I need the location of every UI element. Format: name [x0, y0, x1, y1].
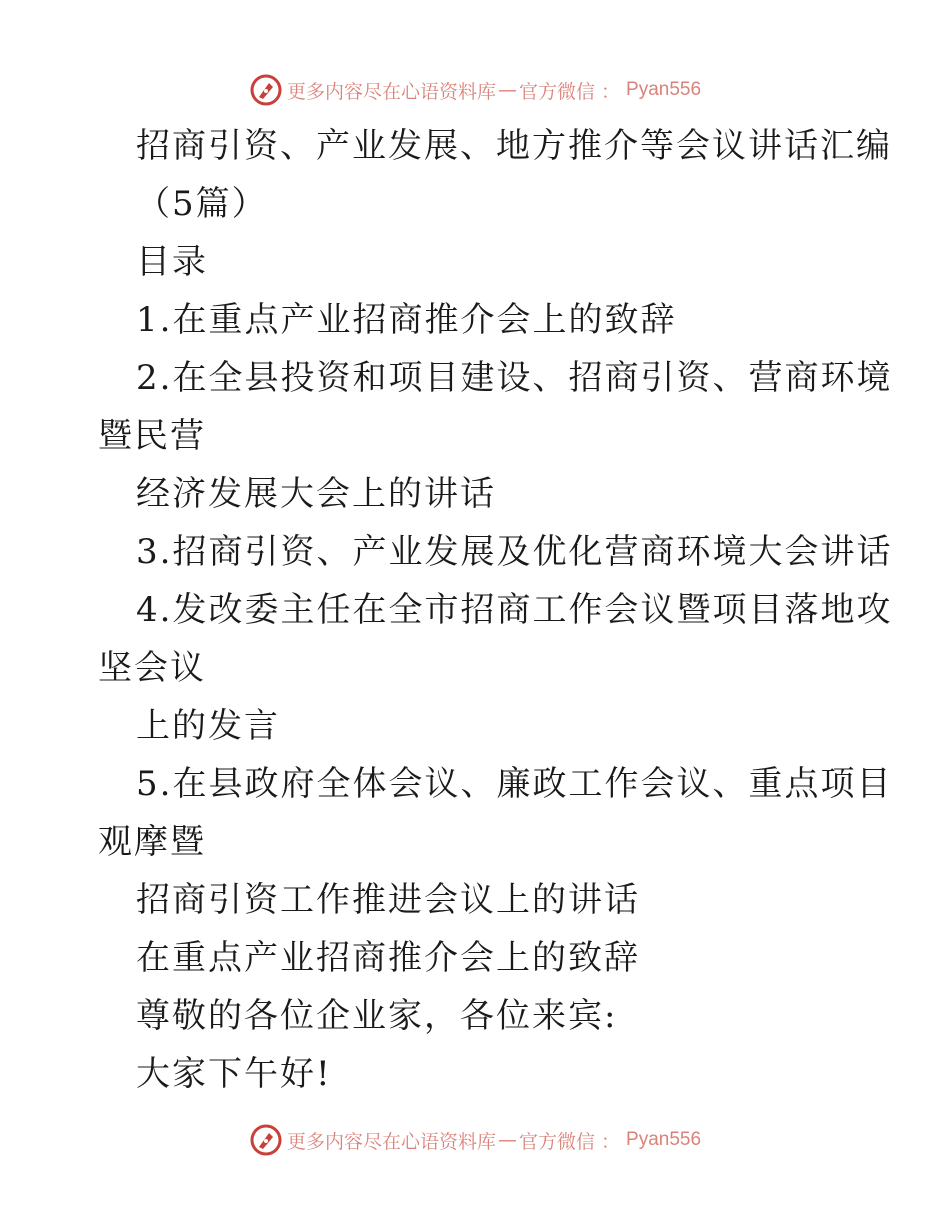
toc-item-2-continued: 经济发展大会上的讲话 — [136, 474, 496, 514]
toc-item-5: 5.在县政府全体会议、廉政工作会议、重点项目 — [136, 764, 893, 804]
banner-dash: — — [497, 1129, 517, 1151]
toc-item-2: 2.在全县投资和项目建设、招商引资、营商环境 — [136, 358, 893, 398]
banner-promo-text: 更多内容尽在心语资料库 — [286, 1130, 496, 1153]
footer-watermark-banner — [0, 1120, 950, 1160]
document-body — [98, 117, 893, 1103]
banner-wechat-id: Pyan556 — [626, 1129, 702, 1150]
toc-item-4-continued: 上的发言 — [136, 706, 280, 746]
banner-colon: ： — [601, 80, 621, 103]
banner-wechat-id: Pyan556 — [626, 79, 702, 100]
toc-item-5-continued: 观摩暨 — [98, 822, 206, 862]
toc-item-5-continued: 招商引资工作推进会议上的讲话 — [136, 880, 640, 920]
toc-item-3: 3.招商引资、产业发展及优化营商环境大会讲话 — [136, 532, 893, 572]
document-subtitle: （5篇） — [136, 184, 268, 224]
toc-item-2-continued: 暨民营 — [98, 416, 206, 456]
greeting: 大家下午好! — [136, 1054, 332, 1094]
section-heading: 在重点产业招商推介会上的致辞 — [136, 938, 640, 978]
banner-colon: ： — [601, 1130, 621, 1153]
pen-nib-logo-icon — [249, 1123, 283, 1157]
pen-nib-logo-icon — [249, 73, 283, 107]
toc-item-1: 1.在重点产业招商推介会上的致辞 — [136, 300, 677, 340]
toc-item-4-continued: 坚会议 — [98, 648, 206, 688]
banner-dash: — — [497, 79, 517, 101]
toc-item-4: 4.发改委主任在全市招商工作会议暨项目落地攻 — [136, 590, 893, 630]
header-watermark-banner — [0, 70, 950, 110]
banner-official-label: 官方微信 — [518, 80, 595, 103]
banner-official-label: 官方微信 — [518, 1130, 595, 1153]
toc-heading: 目录 — [136, 242, 208, 282]
salutation: 尊敬的各位企业家，各位来宾: — [136, 996, 618, 1036]
document-title: 招商引资、产业发展、地方推介等会议讲话汇编 — [136, 126, 892, 166]
banner-promo-text: 更多内容尽在心语资料库 — [286, 80, 496, 103]
